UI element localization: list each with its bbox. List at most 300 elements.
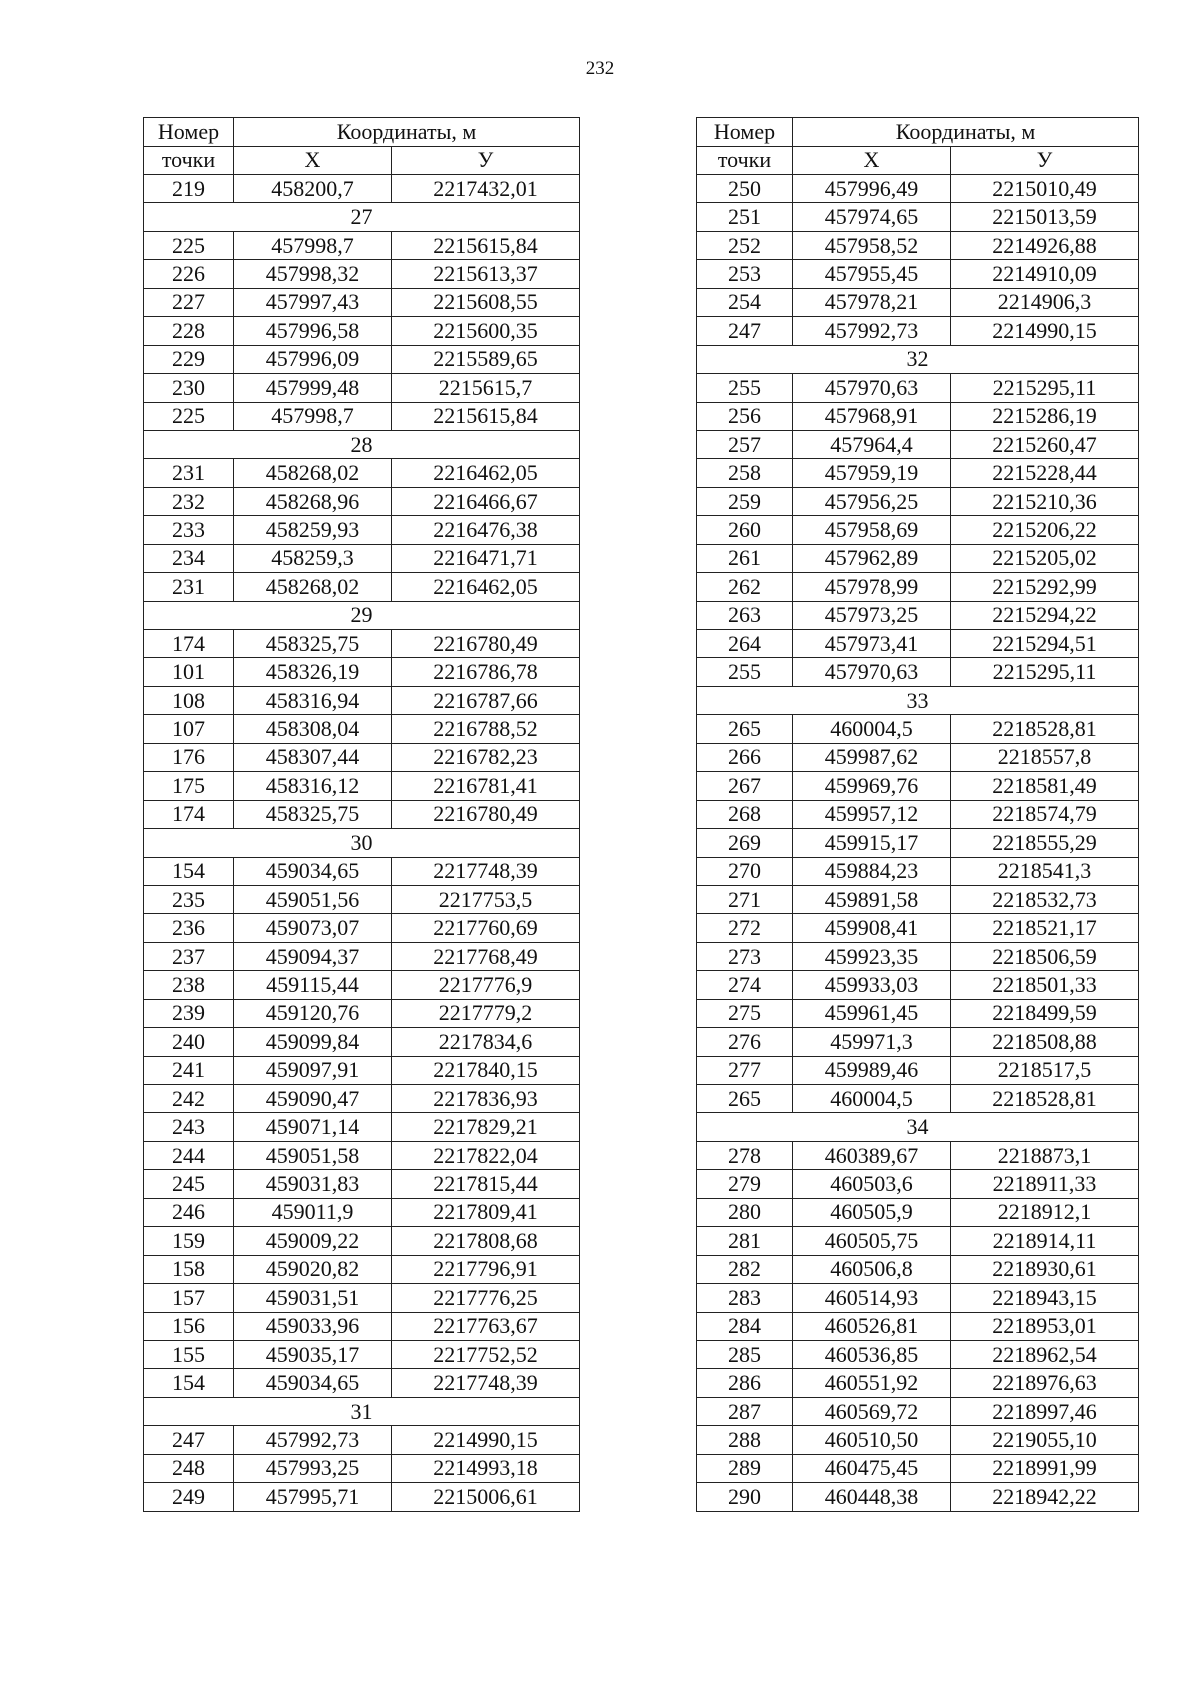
y-coordinate-cell: 2214990,15	[951, 317, 1139, 345]
table-row	[697, 516, 1139, 544]
point-number-cell: 268	[697, 800, 793, 828]
x-coordinate-cell: 458259,3	[234, 544, 392, 572]
x-coordinate-cell: 460510,50	[793, 1426, 951, 1454]
x-coordinate-cell: 460004,5	[793, 715, 951, 743]
x-coordinate-cell: 459933,03	[793, 971, 951, 999]
y-coordinate-cell: 2218574,79	[951, 800, 1139, 828]
x-coordinate-cell: 460505,9	[793, 1198, 951, 1226]
point-number-cell: 230	[144, 374, 234, 402]
y-coordinate-cell: 2217840,15	[392, 1056, 580, 1084]
y-coordinate-cell: 2218911,33	[951, 1170, 1139, 1198]
x-coordinate-cell: 457997,43	[234, 288, 392, 316]
table-row	[144, 1454, 580, 1482]
point-number-cell: 256	[697, 402, 793, 430]
y-coordinate-cell: 2215294,51	[951, 630, 1139, 658]
x-coordinate-cell: 457998,7	[234, 402, 392, 430]
point-number-cell: 278	[697, 1141, 793, 1169]
table-row	[144, 1255, 580, 1283]
point-number-cell: 234	[144, 544, 234, 572]
x-coordinate-cell: 457993,25	[234, 1454, 392, 1482]
point-number-cell: 225	[144, 231, 234, 259]
point-number-cell: 267	[697, 772, 793, 800]
x-coordinate-cell: 457992,73	[234, 1426, 392, 1454]
point-number-header-line2: точки	[144, 146, 234, 175]
y-coordinate-cell: 2215228,44	[951, 459, 1139, 487]
y-coordinate-cell: 2216471,71	[392, 544, 580, 572]
table-row	[697, 914, 1139, 942]
x-coordinate-cell: 457964,4	[793, 430, 951, 458]
y-coordinate-cell: 2215286,19	[951, 402, 1139, 430]
x-coordinate-cell: 459923,35	[793, 942, 951, 970]
table-row	[144, 1113, 580, 1141]
point-number-cell: 255	[697, 374, 793, 402]
point-number-cell: 227	[144, 288, 234, 316]
x-coordinate-cell: 459915,17	[793, 829, 951, 857]
x-coordinate-cell: 459009,22	[234, 1227, 392, 1255]
x-coordinate-cell: 459051,56	[234, 885, 392, 913]
table-row	[697, 743, 1139, 771]
y-coordinate-cell: 2214910,09	[951, 260, 1139, 288]
x-coordinate-cell: 459989,46	[793, 1056, 951, 1084]
table-row	[697, 544, 1139, 572]
point-number-cell: 107	[144, 715, 234, 743]
section-row	[697, 686, 1139, 714]
y-coordinate-cell: 2218943,15	[951, 1284, 1139, 1312]
table-row	[697, 1369, 1139, 1397]
x-coordinate-cell: 457978,99	[793, 573, 951, 601]
y-coordinate-cell: 2217815,44	[392, 1170, 580, 1198]
x-coordinate-cell: 457973,41	[793, 630, 951, 658]
x-coordinate-cell: 458307,44	[234, 743, 392, 771]
y-coordinate-cell: 2218912,1	[951, 1198, 1139, 1226]
table-row	[697, 601, 1139, 629]
point-number-cell: 262	[697, 573, 793, 601]
table-row	[144, 999, 580, 1027]
point-number-cell: 283	[697, 1284, 793, 1312]
y-coordinate-cell: 2218501,33	[951, 971, 1139, 999]
table-row	[144, 942, 580, 970]
x-coordinate-cell: 457999,48	[234, 374, 392, 402]
point-number-cell: 271	[697, 885, 793, 913]
section-number: 34	[697, 1113, 1139, 1141]
x-coordinate-cell: 457998,7	[234, 231, 392, 259]
x-coordinate-cell: 459035,17	[234, 1340, 392, 1368]
y-coordinate-cell: 2217779,2	[392, 999, 580, 1027]
y-coordinate-cell: 2217822,04	[392, 1141, 580, 1169]
x-coordinate-cell: 457970,63	[793, 374, 951, 402]
table-row	[697, 459, 1139, 487]
table-row	[697, 1056, 1139, 1084]
y-coordinate-cell: 2215013,59	[951, 203, 1139, 231]
table-row	[144, 1483, 580, 1511]
x-coordinate-cell: 459097,91	[234, 1056, 392, 1084]
point-number-cell: 228	[144, 317, 234, 345]
point-number-cell: 243	[144, 1113, 234, 1141]
table-row	[144, 459, 580, 487]
y-coordinate-cell: 2218930,61	[951, 1255, 1139, 1283]
table-row	[144, 885, 580, 913]
point-number-cell: 275	[697, 999, 793, 1027]
point-number-cell: 254	[697, 288, 793, 316]
table-row	[144, 1426, 580, 1454]
y-coordinate-cell: 2216780,49	[392, 800, 580, 828]
x-coordinate-cell: 457970,63	[793, 658, 951, 686]
point-number-cell: 229	[144, 345, 234, 373]
table-row	[697, 942, 1139, 970]
point-number-cell: 285	[697, 1340, 793, 1368]
point-number-cell: 247	[697, 317, 793, 345]
table-row	[697, 800, 1139, 828]
y-coordinate-cell: 2218991,99	[951, 1454, 1139, 1482]
table-row	[697, 1227, 1139, 1255]
section-row	[697, 1113, 1139, 1141]
point-number-cell: 263	[697, 601, 793, 629]
x-coordinate-cell: 459071,14	[234, 1113, 392, 1141]
table-row	[144, 686, 580, 714]
table-row	[144, 1369, 580, 1397]
y-coordinate-cell: 2215613,37	[392, 260, 580, 288]
point-number-cell: 260	[697, 516, 793, 544]
point-number-cell: 288	[697, 1426, 793, 1454]
x-coordinate-cell: 457998,32	[234, 260, 392, 288]
x-coordinate-cell: 457992,73	[793, 317, 951, 345]
y-coordinate-cell: 2215600,35	[392, 317, 580, 345]
x-coordinate-cell: 459969,76	[793, 772, 951, 800]
point-number-cell: 158	[144, 1255, 234, 1283]
table-row	[697, 1426, 1139, 1454]
point-number-cell: 269	[697, 829, 793, 857]
y-coordinate-cell: 2215608,55	[392, 288, 580, 316]
table-row	[144, 743, 580, 771]
point-number-cell: 244	[144, 1141, 234, 1169]
x-coordinate-cell: 457996,09	[234, 345, 392, 373]
table-row	[144, 1028, 580, 1056]
x-coordinate-cell: 460526,81	[793, 1312, 951, 1340]
table-row	[697, 430, 1139, 458]
y-coordinate-cell: 2218508,88	[951, 1028, 1139, 1056]
y-coordinate-cell: 2219055,10	[951, 1426, 1139, 1454]
table-row	[697, 658, 1139, 686]
table-row	[144, 544, 580, 572]
table-row	[144, 317, 580, 345]
y-coordinate-cell: 2218962,54	[951, 1340, 1139, 1368]
x-coordinate-cell: 459957,12	[793, 800, 951, 828]
x-column-header: X	[793, 146, 951, 175]
point-number-cell: 232	[144, 487, 234, 515]
point-number-cell: 249	[144, 1483, 234, 1511]
table-row	[144, 1284, 580, 1312]
y-coordinate-cell: 2214993,18	[392, 1454, 580, 1482]
point-number-cell: 238	[144, 971, 234, 999]
table-row	[144, 1198, 580, 1226]
point-number-cell: 258	[697, 459, 793, 487]
x-coordinate-cell: 457996,49	[793, 175, 951, 203]
table-row	[144, 800, 580, 828]
point-number-cell: 108	[144, 686, 234, 714]
point-number-cell: 241	[144, 1056, 234, 1084]
y-coordinate-cell: 2218506,59	[951, 942, 1139, 970]
point-number-cell: 155	[144, 1340, 234, 1368]
point-number-cell: 239	[144, 999, 234, 1027]
y-coordinate-cell: 2216781,41	[392, 772, 580, 800]
x-coordinate-cell: 460389,67	[793, 1141, 951, 1169]
table-row	[144, 345, 580, 373]
y-coordinate-cell: 2218997,46	[951, 1397, 1139, 1425]
table-row	[144, 402, 580, 430]
x-coordinate-cell: 458308,04	[234, 715, 392, 743]
table-row	[697, 288, 1139, 316]
point-number-cell: 174	[144, 800, 234, 828]
y-coordinate-cell: 2215295,11	[951, 658, 1139, 686]
point-number-cell: 265	[697, 715, 793, 743]
x-coordinate-cell: 460551,92	[793, 1369, 951, 1397]
section-row	[144, 1397, 580, 1425]
y-coordinate-cell: 2215260,47	[951, 430, 1139, 458]
table-row	[697, 317, 1139, 345]
table-row	[697, 1028, 1139, 1056]
y-coordinate-cell: 2218953,01	[951, 1312, 1139, 1340]
y-coordinate-cell: 2217763,67	[392, 1312, 580, 1340]
section-row	[144, 430, 580, 458]
table-row	[697, 1312, 1139, 1340]
point-number-cell: 231	[144, 459, 234, 487]
point-number-cell: 225	[144, 402, 234, 430]
section-row	[144, 601, 580, 629]
point-number-header: Номер	[144, 118, 234, 147]
point-number-cell: 246	[144, 1198, 234, 1226]
table-row	[697, 175, 1139, 203]
y-coordinate-cell: 2215205,02	[951, 544, 1139, 572]
point-number-cell: 251	[697, 203, 793, 231]
point-number-cell: 264	[697, 630, 793, 658]
point-number-cell: 290	[697, 1483, 793, 1511]
x-coordinate-cell: 458268,02	[234, 573, 392, 601]
y-coordinate-cell: 2218555,29	[951, 829, 1139, 857]
point-number-cell: 282	[697, 1255, 793, 1283]
y-column-header: У	[951, 146, 1139, 175]
y-coordinate-cell: 2218499,59	[951, 999, 1139, 1027]
point-number-cell: 265	[697, 1085, 793, 1113]
y-coordinate-cell: 2215210,36	[951, 487, 1139, 515]
point-number-header-line2: точки	[697, 146, 793, 175]
x-coordinate-cell: 458268,02	[234, 459, 392, 487]
table-row	[697, 1284, 1139, 1312]
point-number-cell: 154	[144, 1369, 234, 1397]
x-column-header: X	[234, 146, 392, 175]
y-coordinate-cell: 2215206,22	[951, 516, 1139, 544]
table-row	[697, 402, 1139, 430]
x-coordinate-cell: 458325,75	[234, 800, 392, 828]
table-row	[697, 999, 1139, 1027]
table-row	[144, 971, 580, 999]
y-coordinate-cell: 2216782,23	[392, 743, 580, 771]
y-coordinate-cell: 2217776,9	[392, 971, 580, 999]
table-row	[144, 573, 580, 601]
table-row	[144, 260, 580, 288]
x-coordinate-cell: 460506,8	[793, 1255, 951, 1283]
table-row	[697, 1085, 1139, 1113]
y-coordinate-cell: 2217834,6	[392, 1028, 580, 1056]
point-number-cell: 240	[144, 1028, 234, 1056]
point-number-cell: 259	[697, 487, 793, 515]
x-coordinate-cell: 459987,62	[793, 743, 951, 771]
x-coordinate-cell: 459115,44	[234, 971, 392, 999]
x-coordinate-cell: 459099,84	[234, 1028, 392, 1056]
y-coordinate-cell: 2215615,84	[392, 231, 580, 259]
x-coordinate-cell: 458316,12	[234, 772, 392, 800]
point-number-cell: 231	[144, 573, 234, 601]
section-number: 27	[144, 203, 580, 231]
y-coordinate-cell: 2217753,5	[392, 885, 580, 913]
x-coordinate-cell: 459884,23	[793, 857, 951, 885]
point-number-cell: 174	[144, 630, 234, 658]
x-coordinate-cell: 458200,7	[234, 175, 392, 203]
y-coordinate-cell: 2218528,81	[951, 1085, 1139, 1113]
point-number-cell: 247	[144, 1426, 234, 1454]
table-row	[697, 1397, 1139, 1425]
point-number-cell: 252	[697, 231, 793, 259]
table-row	[697, 971, 1139, 999]
coordinates-header: Координаты, м	[234, 118, 580, 147]
x-coordinate-cell: 459031,51	[234, 1284, 392, 1312]
x-coordinate-cell: 457974,65	[793, 203, 951, 231]
point-number-cell: 284	[697, 1312, 793, 1340]
point-number-cell: 279	[697, 1170, 793, 1198]
table-row	[144, 175, 580, 203]
x-coordinate-cell: 459033,96	[234, 1312, 392, 1340]
y-coordinate-cell: 2217796,91	[392, 1255, 580, 1283]
x-coordinate-cell: 457958,52	[793, 231, 951, 259]
y-coordinate-cell: 2216786,78	[392, 658, 580, 686]
table-row	[697, 772, 1139, 800]
x-coordinate-cell: 457959,19	[793, 459, 951, 487]
coordinates-header: Координаты, м	[793, 118, 1139, 147]
y-coordinate-cell: 2218517,5	[951, 1056, 1139, 1084]
x-coordinate-cell: 459961,45	[793, 999, 951, 1027]
x-coordinate-cell: 457956,25	[793, 487, 951, 515]
y-coordinate-cell: 2217768,49	[392, 942, 580, 970]
x-coordinate-cell: 460448,38	[793, 1483, 951, 1511]
point-number-cell: 277	[697, 1056, 793, 1084]
table-row	[697, 1340, 1139, 1368]
table-row	[144, 1312, 580, 1340]
x-coordinate-cell: 459051,58	[234, 1141, 392, 1169]
y-coordinate-cell: 2218541,3	[951, 857, 1139, 885]
x-coordinate-cell: 458268,96	[234, 487, 392, 515]
coordinates-table-right	[696, 117, 1139, 1512]
point-number-cell: 250	[697, 175, 793, 203]
table-row	[697, 1454, 1139, 1482]
section-row	[144, 829, 580, 857]
point-number-header: Номер	[697, 118, 793, 147]
x-coordinate-cell: 458326,19	[234, 658, 392, 686]
table-row	[697, 374, 1139, 402]
point-number-cell: 281	[697, 1227, 793, 1255]
section-row	[144, 203, 580, 231]
y-coordinate-cell: 2216788,52	[392, 715, 580, 743]
y-coordinate-cell: 2218528,81	[951, 715, 1139, 743]
section-number: 28	[144, 430, 580, 458]
point-number-cell: 253	[697, 260, 793, 288]
table-row	[697, 829, 1139, 857]
x-coordinate-cell: 459094,37	[234, 942, 392, 970]
x-coordinate-cell: 460569,72	[793, 1397, 951, 1425]
point-number-cell: 286	[697, 1369, 793, 1397]
table-row	[697, 1198, 1139, 1226]
x-coordinate-cell: 459011,9	[234, 1198, 392, 1226]
y-coordinate-cell: 2216466,67	[392, 487, 580, 515]
section-number: 32	[697, 345, 1139, 373]
point-number-cell: 257	[697, 430, 793, 458]
x-coordinate-cell: 458325,75	[234, 630, 392, 658]
x-coordinate-cell: 460004,5	[793, 1085, 951, 1113]
point-number-cell: 235	[144, 885, 234, 913]
point-number-cell: 280	[697, 1198, 793, 1226]
y-coordinate-cell: 2215294,22	[951, 601, 1139, 629]
point-number-cell: 273	[697, 942, 793, 970]
point-number-cell: 154	[144, 857, 234, 885]
table-row	[697, 1255, 1139, 1283]
table-row	[144, 487, 580, 515]
point-number-cell: 157	[144, 1284, 234, 1312]
table-row	[697, 1141, 1139, 1169]
y-coordinate-cell: 2217752,52	[392, 1340, 580, 1368]
y-coordinate-cell: 2218976,63	[951, 1369, 1139, 1397]
point-number-cell: 226	[144, 260, 234, 288]
y-coordinate-cell: 2217836,93	[392, 1085, 580, 1113]
y-coordinate-cell: 2214906,3	[951, 288, 1139, 316]
y-coordinate-cell: 2217748,39	[392, 1369, 580, 1397]
table-row	[144, 516, 580, 544]
point-number-cell: 245	[144, 1170, 234, 1198]
table-row	[144, 772, 580, 800]
y-coordinate-cell: 2217808,68	[392, 1227, 580, 1255]
point-number-cell: 287	[697, 1397, 793, 1425]
y-column-header: У	[392, 146, 580, 175]
table-row	[697, 203, 1139, 231]
point-number-cell: 175	[144, 772, 234, 800]
table-row	[144, 1141, 580, 1169]
section-number: 29	[144, 601, 580, 629]
x-coordinate-cell: 459073,07	[234, 914, 392, 942]
y-coordinate-cell: 2216476,38	[392, 516, 580, 544]
x-coordinate-cell: 458316,94	[234, 686, 392, 714]
x-coordinate-cell: 457973,25	[793, 601, 951, 629]
y-coordinate-cell: 2217748,39	[392, 857, 580, 885]
y-coordinate-cell: 2218557,8	[951, 743, 1139, 771]
point-number-cell: 156	[144, 1312, 234, 1340]
y-coordinate-cell: 2216787,66	[392, 686, 580, 714]
table-row	[144, 1056, 580, 1084]
coordinates-table-left	[143, 117, 580, 1512]
y-coordinate-cell: 2218873,1	[951, 1141, 1139, 1169]
point-number-cell: 242	[144, 1085, 234, 1113]
y-coordinate-cell: 2215615,7	[392, 374, 580, 402]
x-coordinate-cell: 457962,89	[793, 544, 951, 572]
y-coordinate-cell: 2216462,05	[392, 573, 580, 601]
table-row	[144, 630, 580, 658]
table-row	[144, 857, 580, 885]
x-coordinate-cell: 459971,3	[793, 1028, 951, 1056]
table-row	[144, 658, 580, 686]
x-coordinate-cell: 460475,45	[793, 1454, 951, 1482]
point-number-cell: 159	[144, 1227, 234, 1255]
point-number-cell: 276	[697, 1028, 793, 1056]
table-row	[697, 1170, 1139, 1198]
x-coordinate-cell: 459034,65	[234, 857, 392, 885]
page-number: 232	[585, 58, 615, 79]
section-number: 30	[144, 829, 580, 857]
